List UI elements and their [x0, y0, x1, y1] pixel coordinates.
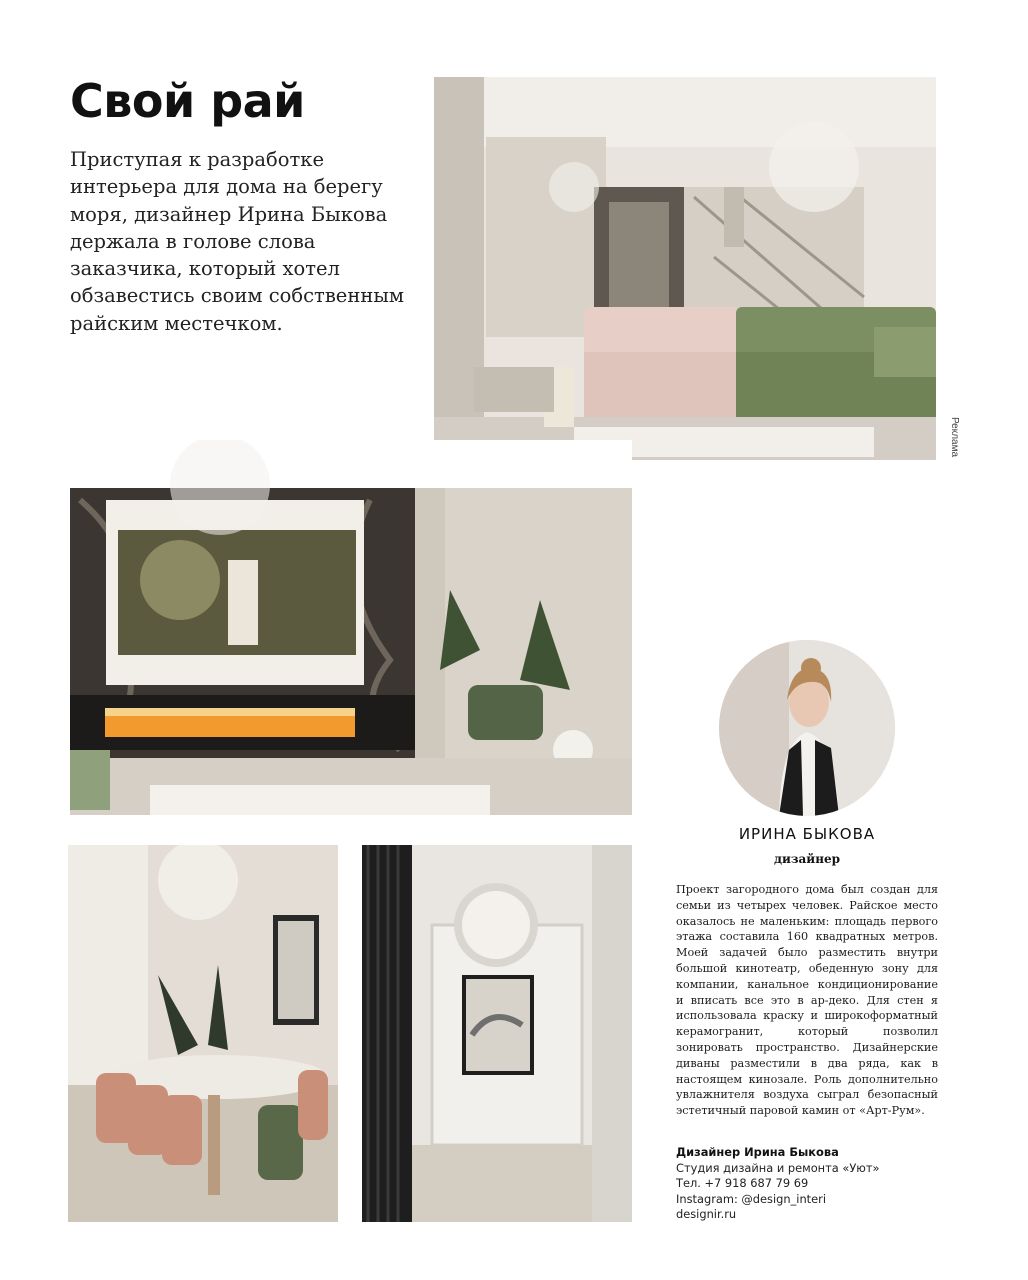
- contacts-heading: Дизайнер Ирина Быкова: [676, 1145, 839, 1159]
- contacts-instagram: Instagram: @design_interi: [676, 1191, 826, 1206]
- cinema-fireplace-photo: [70, 440, 632, 815]
- designer-name: ИРИНА БЫКОВА: [738, 825, 876, 843]
- living-room-photo: [434, 77, 936, 460]
- dining-room-photo: [68, 845, 338, 1222]
- contacts-studio: Студия дизайна и ремонта «Уют»: [676, 1160, 880, 1175]
- hallway-photo: [362, 845, 632, 1222]
- designer-portrait: [719, 640, 895, 816]
- contacts-phone: Тел. +7 918 687 79 69: [676, 1176, 809, 1191]
- ad-label: Реклама: [949, 416, 960, 458]
- article-title: Свой рай: [70, 74, 305, 128]
- contacts-site: designir.ru: [676, 1207, 737, 1222]
- designer-quote: Проект загородного дома был создан для семьи из четырех человек. Райское место оказалось не маленьким: площадь первого этажа составила 160 квадратных метров. Моей задачей было разместить внутри большой кинотеатр, обеденную зону для компании, канальное кондиционирование и вписать все это в ар-деко. Для стен я использовала краску и широкоформатный керамогранит, который позволил зонировать пространство. Дизайнерские диваны разместили в два ряда, как в настоящем кинозале. Роль дополнительно увлажнителя воздуха сыграл безопасный эстетичный паровой камин от «Арт-Рум».: [676, 883, 938, 1118]
- article-lead: Приступая к разработке интерьера для дома на берегу моря, дизайнер Ирина Быкова держала в голове слова заказчика, который хотел обзавестись своим собственным райским местечком.: [70, 148, 405, 335]
- contacts-block: [676, 1145, 946, 1223]
- designer-role: дизайнер: [773, 852, 841, 866]
